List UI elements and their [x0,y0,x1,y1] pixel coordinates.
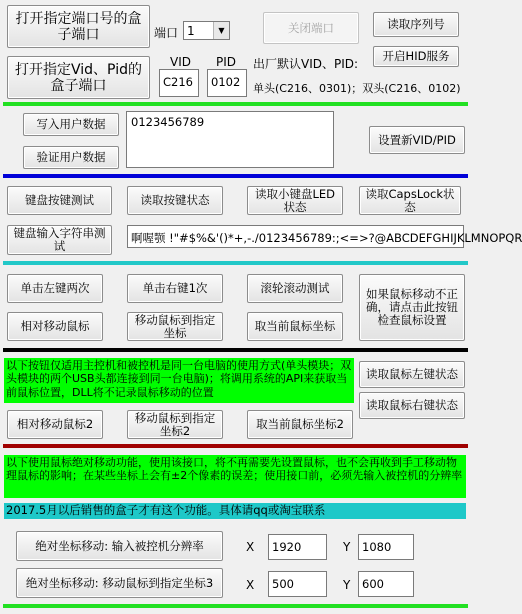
move-to3-button[interactable]: 绝对坐标移动: 移动鼠标到指定坐标3 [16,568,223,598]
port-label: 端口 [154,26,179,40]
set-vidpid-button[interactable]: 设置新VID/PID [369,126,465,154]
divider-green-top [3,102,468,106]
open-by-vidpid-button[interactable]: 打开指定Vid、Pid的盒子端口 [7,56,150,99]
mouse-settings-hint-button[interactable]: 如果鼠标移动不正确，请点击此按钮检查鼠标设置 [359,274,465,341]
close-port-button[interactable]: 关闭端口 [263,12,359,44]
move-to2-button[interactable]: 移动鼠标到指定坐标2 [127,410,223,439]
key-test-button[interactable]: 键盘按键测试 [7,186,112,215]
divider-green-bottom [3,604,468,608]
move-to-button[interactable]: 移动鼠标到指定坐标 [127,312,223,341]
input-resolution-button[interactable]: 绝对坐标移动: 输入被控机分辨率 [16,531,223,561]
pos-x-input[interactable]: 500 [268,571,327,597]
vid-input[interactable]: C216 [159,69,199,97]
read-left-button[interactable]: 读取鼠标左键状态 [359,361,465,388]
verify-user-data-button[interactable]: 验证用户数据 [23,146,119,169]
res-x-input[interactable]: 1920 [268,534,327,560]
port-select[interactable] [183,21,230,40]
get-pos-button[interactable]: 取当前鼠标坐标 [247,312,343,341]
default-values-text: 单头(C216、0301)；双头(C216、0102) [253,82,461,95]
relative-move-button[interactable]: 相对移动鼠标 [7,312,103,341]
enable-hid-button[interactable]: 开启HID服务 [373,46,459,67]
divider-dark-red [3,444,468,448]
pid-input[interactable]: 0102 [207,69,247,97]
pos-y-input[interactable]: 600 [358,571,414,597]
input-string-button[interactable]: 键盘输入字符串测试 [7,225,112,255]
read-right-button[interactable]: 读取鼠标右键状态 [359,392,465,419]
pos-x-label: X [246,578,255,592]
divider-black [3,348,468,352]
chevron-down-icon[interactable]: ▼ [213,22,229,39]
right-single-click-button[interactable]: 单击右键1次 [127,274,223,303]
left-double-click-button[interactable]: 单击左键两次 [7,274,103,303]
res-x-label: X [246,540,255,554]
vid-label: VID [170,55,191,69]
input-string-field[interactable]: 啊喔颚 !"#$%&'()*+,-./0123456789:;<=>?@ABCDEFGHIJKLMNOPQR [127,225,464,248]
res-y-input[interactable]: 1080 [358,534,414,560]
read-key-state-button[interactable]: 读取按键状态 [127,186,223,215]
wheel-test-button[interactable]: 滚轮滚动测试 [247,274,343,303]
read-serial-button[interactable]: 读取序列号 [373,12,459,37]
read-capslock-button[interactable]: 读取CapsLock状态 [359,186,461,215]
user-data-textarea[interactable]: 0123456789 [126,111,334,168]
read-led-button[interactable]: 读取小键盘LED状态 [247,186,343,215]
pid-label: PID [216,55,237,69]
sales-note: 2017.5月以后销售的盒子才有这个功能。具体请qq或淘宝联系 [4,503,466,519]
write-user-data-button[interactable]: 写入用户数据 [23,113,119,136]
divider-cyan [3,261,468,265]
divider-blue [3,174,468,178]
dual-note: 以下按钮仅适用主控机和被控机是同一台电脑的使用方式(单头模块；双头模块的两个USB头都连接到同一台电脑)；将调用系统的API来获取当前鼠标位置，DLL将不记录鼠标移动的位置 [4,358,354,403]
res-y-label: Y [343,540,351,554]
port-select-value: 1 [187,24,195,38]
default-vidpid-text: 出厂默认VID、PID: [253,57,359,71]
pos-y-label: Y [343,578,351,592]
absolute-note: 以下使用鼠标绝对移动功能，使用该接口，将不再需要先设置鼠标，也不会再收到手工移动物理鼠标的影响；在某些坐标上会有±2个像素的误差；使用接口前，必须先输入被控机的分辨率 [4,455,466,498]
get-pos2-button[interactable]: 取当前鼠标坐标2 [247,410,353,439]
relative-move2-button[interactable]: 相对移动鼠标2 [7,410,103,439]
open-by-port-button[interactable]: 打开指定端口号的盒子端口 [7,5,150,48]
